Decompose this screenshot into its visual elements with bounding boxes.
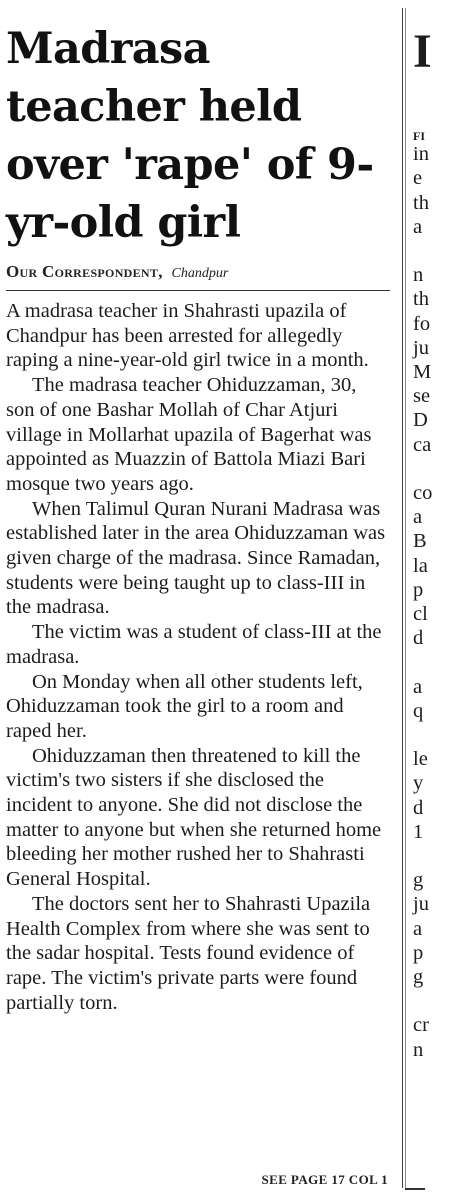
adjacent-line-fragment: se bbox=[413, 385, 431, 408]
adjacent-line-fragment: cr bbox=[413, 1014, 429, 1037]
adjacent-line-fragment: D bbox=[413, 409, 428, 432]
adjacent-line-fragment: a bbox=[413, 675, 423, 698]
article-paragraph: Ohiduzzaman then threatened to kill the victim's two sisters if she disclosed the incident to anyone. She did not disclose the matter to anyone but when she returned home bleeding her mother rushed her to Shahrasti General Hospital. bbox=[6, 744, 382, 891]
adjacent-line-fragment: n bbox=[413, 1038, 424, 1061]
adjacent-line-fragment: d bbox=[413, 627, 424, 650]
news-article bbox=[6, 20, 390, 1015]
byline-author: Our Correspondent, bbox=[6, 262, 163, 281]
continued-on-page-note: SEE PAGE 17 COL 1 bbox=[261, 1172, 388, 1187]
adjacent-line-fragment: p bbox=[413, 578, 424, 601]
adjacent-line-fragment: 1 bbox=[413, 820, 424, 843]
adjacent-line-fragment: q bbox=[413, 699, 424, 722]
column-divider bbox=[402, 8, 403, 1188]
adjacent-line-fragment: B bbox=[413, 530, 427, 553]
article-headline: Madrasa teacher held over 'rape' of 9-yr-old girl bbox=[6, 24, 374, 248]
article-paragraph: On Monday when all other students left, Ohiduzzaman took the girl to a room and raped her. bbox=[6, 670, 363, 742]
adjacent-line-fragment: y bbox=[413, 772, 424, 795]
byline-location: Chandpur bbox=[171, 266, 229, 281]
adjacent-line-fragment: th bbox=[413, 288, 429, 311]
column-divider-inner bbox=[405, 8, 406, 1188]
adjacent-line-fragment: la bbox=[413, 554, 428, 577]
adjacent-line-fragment: FI bbox=[413, 129, 425, 143]
adjacent-line-fragment: e bbox=[413, 167, 423, 190]
article-paragraph: The victim was a student of class-III at the madrasa. bbox=[6, 621, 382, 668]
adjacent-line-fragment: a bbox=[413, 215, 423, 238]
bottom-rule bbox=[405, 1188, 425, 1190]
adjacent-line-fragment: ju bbox=[413, 893, 429, 916]
adjacent-line-fragment: M bbox=[413, 361, 432, 383]
adjacent-line-fragment: g bbox=[413, 966, 424, 988]
byline bbox=[6, 262, 390, 291]
adjacent-line-fragment: d bbox=[413, 796, 424, 819]
adjacent-line-fragment: co bbox=[413, 482, 433, 504]
adjacent-line-fragment: p bbox=[413, 941, 424, 964]
adjacent-line-fragment: th bbox=[413, 191, 429, 214]
article-paragraph: The madrasa teacher Ohiduzzaman, 30, son of one Bashar Mollah of Char Atjuri village in Mollarhat upazila of Bagerhat was appointed as Muazzin of Battola Miazi Bari mosque two years ago. bbox=[6, 374, 372, 495]
adjacent-line-fragment: a bbox=[413, 917, 423, 940]
article-body bbox=[6, 299, 390, 1015]
adjacent-line-fragment: g bbox=[413, 869, 424, 892]
adjacent-line-fragment: ca bbox=[413, 433, 432, 456]
adjacent-line-fragment: in bbox=[413, 143, 429, 166]
adjacent-line-fragment: ju bbox=[413, 336, 429, 359]
adjacent-line-fragment: fo bbox=[413, 312, 431, 335]
adjacent-line-fragment: n bbox=[413, 264, 424, 287]
article-paragraph: A madrasa teacher in Shahrasti upazila of Chandpur has been arrested for allegedly raping a nine-year-old girl twice in a month. bbox=[6, 300, 369, 372]
adjacent-line-fragment: cl bbox=[413, 603, 428, 625]
adjacent-headline-fragment: I bbox=[413, 25, 432, 78]
article-paragraph: When Talimul Quran Nurani Madrasa was established later in the area Ohiduzzaman was given charge of the madrasa. Since Ramadan, students were being taught up to class-III in the madrasa. bbox=[6, 497, 386, 619]
adjacent-line-fragment: le bbox=[413, 748, 428, 771]
article-paragraph: The doctors sent her to Shahrasti Upazila Health Complex from where she was sent to the sadar hospital. Tests found evidence of rape. The victim's private parts were found partially torn. bbox=[6, 892, 371, 1014]
adjacent-line-fragment: a bbox=[413, 506, 423, 529]
